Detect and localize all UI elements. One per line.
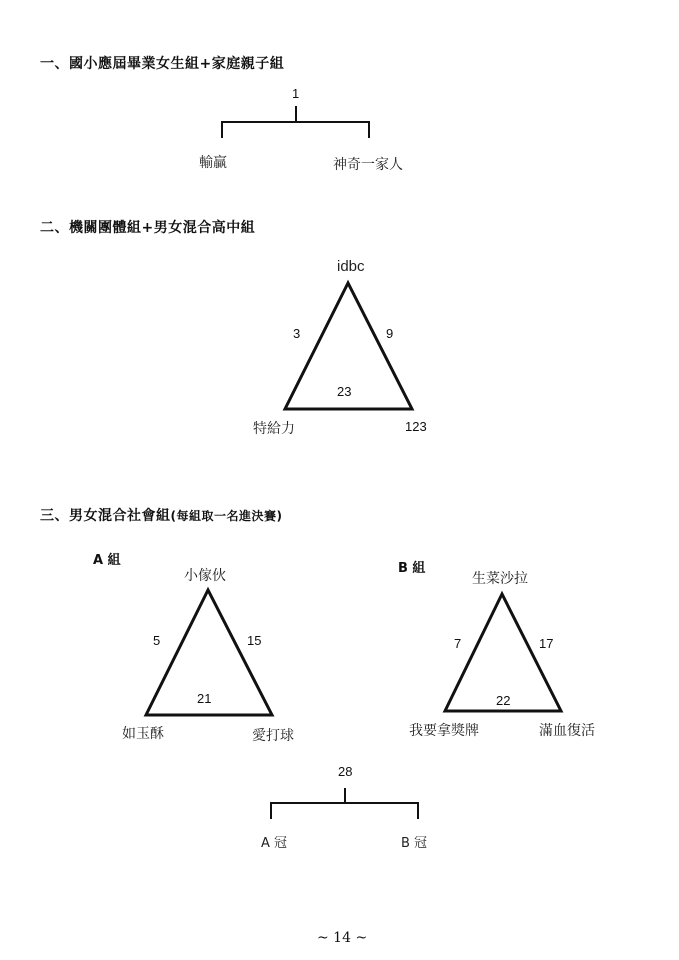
section2-team-right: 123 [405,419,427,434]
group-a-label: A 組 [93,553,121,568]
section1-bracket [222,106,369,138]
group-b-team-right: 滿血復活 [539,723,595,739]
section1-title: 一、國小應屆畢業女生組+家庭親子組 [40,56,285,72]
group-b-match-bottom: 22 [496,693,511,708]
group-b-match-right: 17 [539,636,554,651]
group-a-team-right: 愛打球 [252,728,294,744]
page-number: ~ 14 ~ [317,930,368,946]
section2-team-top: idbc [337,258,365,275]
group-b-match-left: 7 [454,636,462,651]
section2-title: 二、機關團體組+男女混合高中組 [40,220,256,236]
section3-title-text: 三、男女混合社會組 [40,508,171,524]
final-bracket [271,788,418,819]
section1-match-number: 1 [292,86,300,101]
group-a-match-right: 15 [247,633,262,648]
section1-team-right: 神奇一家人 [333,157,403,173]
section2-match-right: 9 [386,326,394,341]
group-a-match-bottom: 21 [197,691,212,706]
group-a-match-left: 5 [153,633,161,648]
section3-title [40,505,282,525]
section1-team-left: 輸贏 [199,155,227,171]
section3-note: (每組取一名進決賽) [170,509,283,523]
group-a-team-top: 小傢伙 [184,568,226,584]
group-a-team-left: 如玉酥 [122,726,164,742]
section2-team-left: 特給力 [253,421,295,437]
final-match-number: 28 [338,764,353,779]
group-b-label: B 組 [398,561,426,576]
group-b-team-left: 我要拿獎牌 [409,723,479,739]
final-right: B 冠 [401,836,428,851]
group-b-team-top: 生菜沙拉 [472,571,528,587]
section2-match-left: 3 [293,326,301,341]
section2-match-bottom: 23 [337,384,352,399]
final-left: A 冠 [261,836,288,851]
